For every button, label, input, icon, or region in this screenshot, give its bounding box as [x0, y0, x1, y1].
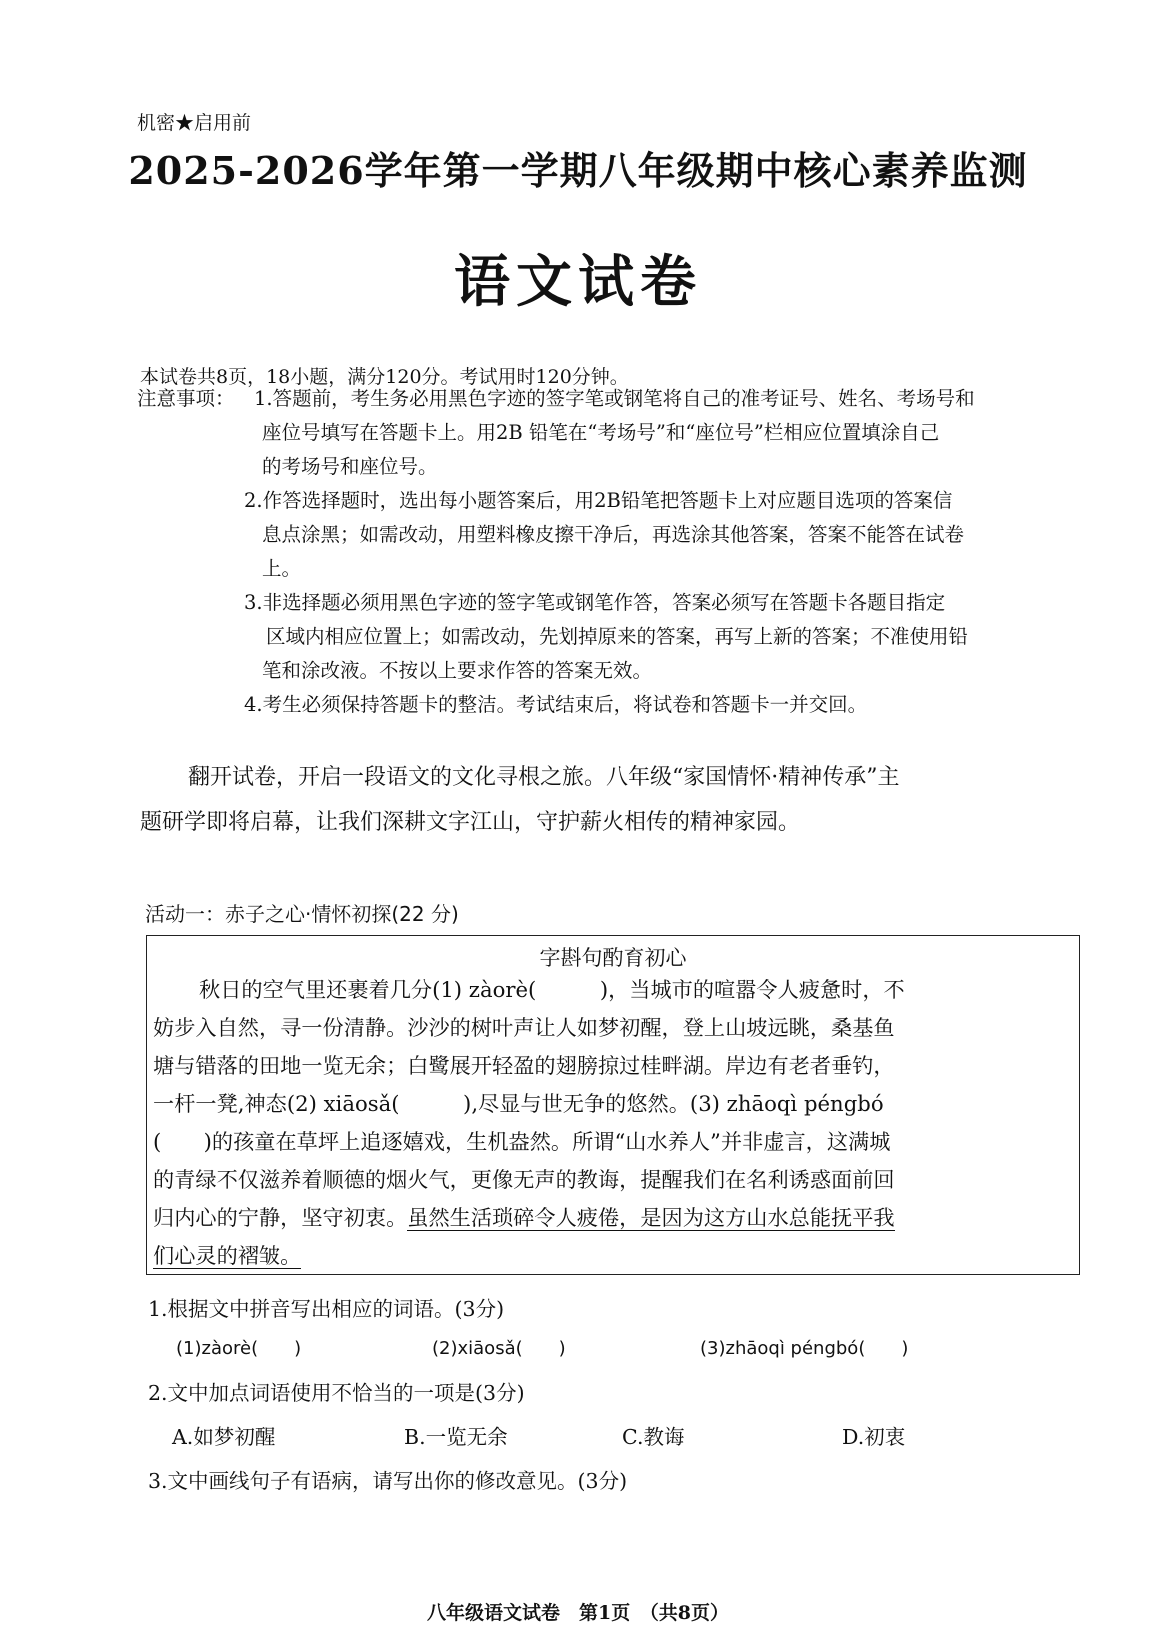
- exam-title: 2025-2026学年第一学期八年级期中核心素养监测: [128, 148, 1028, 193]
- notice-item-2: 2.作答选择题时，选出每小题答案后，用2B铅笔把答题卡上对应题目选项的答案信: [244, 489, 953, 512]
- passage-line: 秋日的空气里还裹着几分(1) zàorè( )，当城市的喧嚣令人疲惫时，不: [199, 977, 905, 1002]
- underlined-sentence: 们心灵的褶皱。: [153, 1243, 302, 1268]
- notice-item-3: 3.非选择题必须用黑色字迹的签字笔或钢笔作答，答案必须写在答题卡各题目指定: [244, 591, 946, 614]
- passage-title: 字斟句酌育初心: [539, 946, 687, 970]
- notice-item-1-cont: 座位号填写在答题卡上。用2B 铅笔在“考场号”和“座位号”栏相应位置填涂自己: [262, 421, 940, 444]
- question-3: 3.文中画线句子有语病，请写出你的修改意见。(3分): [148, 1469, 628, 1493]
- option-c: C.教诲: [622, 1425, 685, 1449]
- notice-item-2-cont: 息点涂黑；如需改动，用塑料橡皮擦干净后，再选涂其他答案，答案不能答在试卷: [262, 523, 965, 546]
- question-1-blank-2: (2)xiāosǎ( ): [432, 1338, 566, 1359]
- passage-box: [146, 935, 1080, 1275]
- passage-line: [153, 1202, 895, 1232]
- underlined-sentence: 虽然生活琐碎令人疲倦，是因为这方山水总能抚平我: [407, 1205, 895, 1230]
- notice-item-1-cont: 的考场号和座位号。: [262, 455, 438, 478]
- passage-line: ( )的孩童在草坪上追逐嬉戏，生机盎然。所谓“山水养人”并非虚言，这满城: [153, 1129, 891, 1154]
- passage-line: 一杆一凳,神态(2) xiāosǎ( ),尽显与世无争的悠然。(3) zhāoqì péngbó: [153, 1091, 884, 1116]
- intro-line-2: 题研学即将启幕，让我们深耕文字江山，守护薪火相传的精神家园。: [140, 810, 801, 835]
- passage-line: 塘与错落的田地一览无余；白鹭展开轻盈的翅膀掠过桂畔湖。岸边有老者垂钓，: [153, 1053, 895, 1078]
- activity-heading: 活动一：赤子之心·情怀初探(22 分): [145, 902, 459, 926]
- question-1-blank-3: (3)zhāoqì péngbó( ): [700, 1338, 909, 1359]
- notice-item-2-cont: 上。: [262, 557, 302, 580]
- confidential-label: 机密★启用前: [137, 112, 252, 134]
- exam-summary: 本试卷共8页，18小题，满分120分。考试用时120分钟。: [140, 366, 629, 388]
- notice-item-1: 1.答题前，考生务必用黑色字迹的签字笔或钢笔将自己的准考证号、姓名、考场号和: [254, 387, 975, 410]
- notice-item-3-cont: 区域内相应位置上；如需改动，先划掉原来的答案，再写上新的答案；不准使用铅: [266, 625, 969, 648]
- question-2: 2.文中加点词语使用不恰当的一项是(3分): [148, 1381, 525, 1405]
- notice-item-4: 4.考生必须保持答题卡的整洁。考试结束后，将试卷和答题卡一并交回。: [244, 693, 868, 716]
- intro-line-1: 翻开试卷，开启一段语文的文化寻根之旅。八年级“家国情怀·精神传承”主: [188, 765, 900, 790]
- passage-line: 妨步入自然，寻一份清静。沙沙的树叶声让人如梦初醒，登上山坡远眺，桑基鱼: [153, 1015, 895, 1040]
- page-footer: 八年级语文试卷 第1页 （共8页）: [427, 1602, 729, 1624]
- option-d: D.初衷: [842, 1425, 906, 1449]
- question-1-blank-1: (1)zàorè( ): [176, 1338, 302, 1359]
- passage-line: 的青绿不仅滋养着顺德的烟火气，更像无声的教诲，提醒我们在名利诱惑面前回: [153, 1167, 895, 1192]
- option-b: B.一览无余: [404, 1425, 508, 1449]
- question-1: 1.根据文中拼音写出相应的词语。(3分): [148, 1297, 505, 1321]
- notice-label: 注意事项：: [137, 387, 235, 410]
- subject-title: 语文试卷: [454, 249, 702, 315]
- notice-item-3-cont: 笔和涂改液。不按以上要求作答的答案无效。: [262, 659, 653, 682]
- option-a: A.如梦初醒: [172, 1425, 276, 1449]
- passage-text: 归内心的宁静，坚守初衷。: [153, 1205, 408, 1230]
- passage-line: [153, 1240, 301, 1270]
